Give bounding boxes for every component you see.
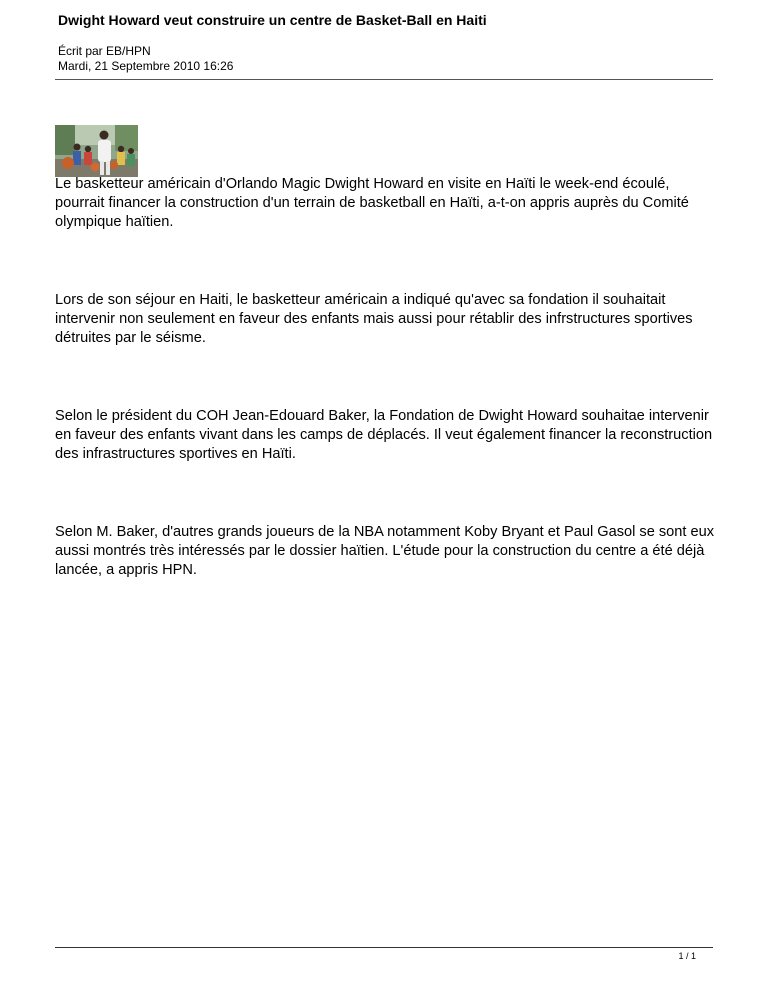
paragraph: Le basketteur américain d'Orlando Magic Dwight Howard en visite en Haïti le week-end écoulé, pourrait financer la construction d'un terrain de basketball en Haïti, a-t-on appris auprès du Comité olympique haïtien. xyxy=(55,176,689,230)
article-body xyxy=(55,175,715,639)
paragraph: Selon le président du COH Jean-Edouard Baker, la Fondation de Dwight Howard souhaitae intervenir en faveur des enfants vivant dans les camps de déplacés. Il veut également financer la reconstruction des infrastructures sportives en Haïti. xyxy=(55,408,713,462)
article-meta xyxy=(58,44,233,74)
paragraph: Lors de son séjour en Haiti, le basketteur américain a indiqué qu'avec sa fondation il souhaitait intervenir non seulement en faveur des enfants mais aussi pour rétablir des infrstructures sportives détruites par le séisme. xyxy=(55,292,693,346)
header-divider xyxy=(55,79,713,80)
article-photo xyxy=(55,125,138,177)
footer-divider xyxy=(55,947,713,948)
page-number: 1 / 1 xyxy=(678,951,696,961)
author-line: Écrit par EB/HPN xyxy=(58,44,151,58)
date-line: Mardi, 21 Septembre 2010 16:26 xyxy=(58,59,234,73)
page-title: Dwight Howard veut construire un centre de Basket-Ball en Haiti xyxy=(58,12,487,28)
paragraph: Selon M. Baker, d'autres grands joueurs de la NBA notamment Koby Bryant et Paul Gasol se sont eux aussi montrés très intéressés par le dossier haïtien. L'étude pour la construction du centre a été déjà lancée, a appris HPN. xyxy=(55,524,715,578)
